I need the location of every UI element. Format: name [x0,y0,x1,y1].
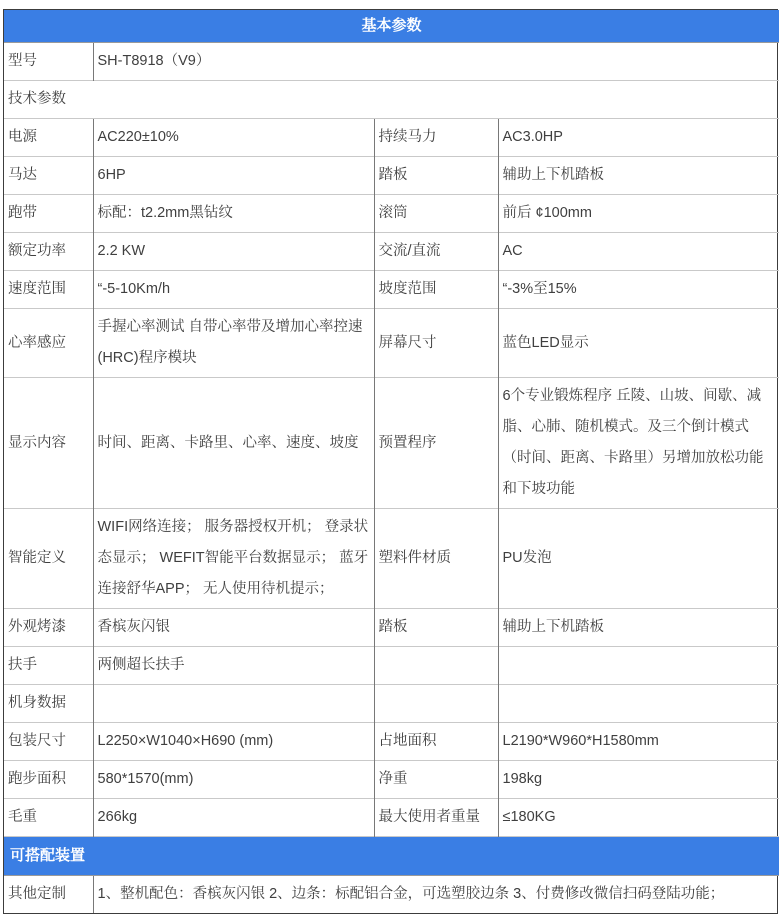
spec-value: L2250×W1040×H690 (mm) [93,723,374,761]
table-row [4,81,779,119]
spec-value: 1、整机配色：香槟灰闪银 2、边条：标配铝合金，可选塑胶边条 3、付费修改微信扫码登陆功能； [93,876,779,914]
spec-value: SH-T8918（V9） [93,43,779,81]
spec-value: PU发泡 [498,509,779,609]
spec-label: 心率感应 [4,309,93,378]
spec-value: AC [498,233,779,271]
spec-value: 蓝色LED显示 [498,309,779,378]
spec-value [498,685,779,723]
section-header-row [4,10,779,43]
table-row [4,233,779,271]
table-row [4,609,779,647]
spec-label: 其他定制 [4,876,93,914]
spec-label: 占地面积 [374,723,498,761]
spec-label [374,685,498,723]
spec-label: 电源 [4,119,93,157]
spec-label: 显示内容 [4,378,93,509]
spec-label: 技术参数 [4,81,779,119]
table-row [4,509,779,609]
spec-value: 标配：t2.2mm黑钻纹 [93,195,374,233]
spec-label: 额定功率 [4,233,93,271]
spec-label: 塑料件材质 [374,509,498,609]
spec-value: “-3%至15% [498,271,779,309]
spec-value: 前后 ¢100mm [498,195,779,233]
spec-label: 马达 [4,157,93,195]
spec-value: 辅助上下机踏板 [498,157,779,195]
spec-label: 智能定义 [4,509,93,609]
section-header-title: 基本参数 [4,10,779,43]
spec-label: 毛重 [4,799,93,837]
spec-value: 198kg [498,761,779,799]
spec-label: 屏幕尺寸 [374,309,498,378]
spec-value: 香槟灰闪银 [93,609,374,647]
spec-value [498,647,779,685]
table-row [4,723,779,761]
table-row [4,271,779,309]
spec-value: 266kg [93,799,374,837]
spec-label: 型号 [4,43,93,81]
spec-value: 6HP [93,157,374,195]
table-row [4,43,779,81]
spec-value: “-5-10Km/h [93,271,374,309]
table-row [4,119,779,157]
spec-value: AC3.0HP [498,119,779,157]
spec-value: 6个专业锻炼程序 丘陵、山坡、间歇、减脂、心肺、随机模式。及三个倒计模式（时间、距离、卡路里）另增加放松功能和下坡功能 [498,378,779,509]
spec-value [93,685,374,723]
spec-table-frame [3,9,778,914]
spec-label: 交流/直流 [374,233,498,271]
table-row [4,761,779,799]
spec-value: 辅助上下机踏板 [498,609,779,647]
spec-table [4,10,779,913]
spec-label: 坡度范围 [374,271,498,309]
spec-value: 2.2 KW [93,233,374,271]
spec-value: AC220±10% [93,119,374,157]
table-row [4,799,779,837]
table-row [4,195,779,233]
spec-value: 时间、距离、卡路里、心率、速度、坡度 [93,378,374,509]
table-row [4,309,779,378]
spec-label: 外观烤漆 [4,609,93,647]
spec-label: 持续马力 [374,119,498,157]
table-row [4,157,779,195]
spec-label: 机身数据 [4,685,93,723]
spec-label: 最大使用者重量 [374,799,498,837]
spec-label: 速度范围 [4,271,93,309]
table-row [4,876,779,914]
spec-value: 两侧超长扶手 [93,647,374,685]
table-row [4,685,779,723]
spec-label: 踏板 [374,609,498,647]
spec-value: WIFI网络连接； 服务器授权开机； 登录状态显示； WEFIT智能平台数据显示； 蓝牙连接舒华APP； 无人使用待机提示； [93,509,374,609]
spec-value: ≤180KG [498,799,779,837]
spec-value: 手握心率测试 自带心率带及增加心率控速 (HRC)程序模块 [93,309,374,378]
section-header-row [4,837,779,876]
spec-value: 580*1570(mm) [93,761,374,799]
spec-label [374,647,498,685]
spec-label: 包装尺寸 [4,723,93,761]
spec-label: 预置程序 [374,378,498,509]
spec-table-body [4,10,779,913]
spec-label: 跑带 [4,195,93,233]
spec-label: 跑步面积 [4,761,93,799]
section-header-title: 可搭配装置 [4,837,779,876]
spec-value: L2190*W960*H1580mm [498,723,779,761]
table-row [4,647,779,685]
spec-label: 滚筒 [374,195,498,233]
spec-label: 净重 [374,761,498,799]
table-row [4,378,779,509]
spec-label: 扶手 [4,647,93,685]
spec-label: 踏板 [374,157,498,195]
